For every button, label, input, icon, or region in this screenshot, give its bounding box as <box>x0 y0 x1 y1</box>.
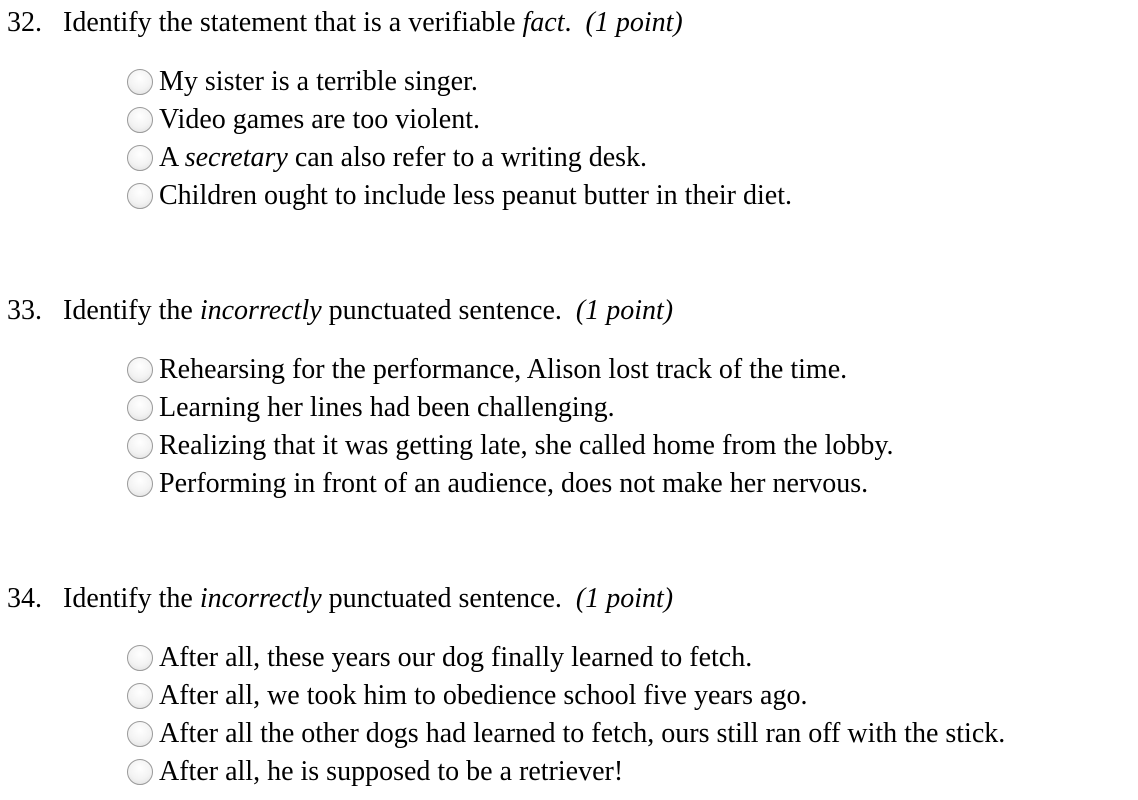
radio-button[interactable] <box>127 107 153 133</box>
answer-option[interactable] <box>127 677 1005 715</box>
question-points: (1 point) <box>575 583 674 614</box>
question-points: (1 point) <box>575 295 674 326</box>
answer-option[interactable] <box>127 139 792 177</box>
radio-button[interactable] <box>127 471 153 497</box>
answer-option-label: Children ought to include less peanut butter in their diet. <box>159 180 792 211</box>
answer-option-label: Video games are too violent. <box>159 104 481 135</box>
question-title <box>7 6 683 40</box>
answer-option-label: Realizing that it was getting late, she called home from the lobby. <box>159 430 894 461</box>
radio-button[interactable] <box>127 721 153 747</box>
answer-option[interactable] <box>127 753 1005 791</box>
question-prompt: Identify the incorrectly punctuated sentence. <box>63 295 562 326</box>
answer-option-label: A secretary can also refer to a writing desk. <box>159 142 648 173</box>
answer-option[interactable] <box>127 389 894 427</box>
answer-option-label: After all, we took him to obedience school five years ago. <box>159 680 808 711</box>
question-number: 33. <box>7 295 42 326</box>
answer-options <box>127 351 894 503</box>
radio-button[interactable] <box>127 645 153 671</box>
radio-button[interactable] <box>127 433 153 459</box>
radio-button[interactable] <box>127 183 153 209</box>
answer-option-label: After all, he is supposed to be a retriever! <box>159 756 624 787</box>
question-number: 34. <box>7 583 42 614</box>
answer-options <box>127 639 1005 791</box>
question-points: (1 point) <box>585 7 683 38</box>
answer-option[interactable] <box>127 177 792 215</box>
question-prompt: Identify the statement that is a verifiable fact. <box>63 7 572 38</box>
answer-option[interactable] <box>127 427 894 465</box>
radio-button[interactable] <box>127 683 153 709</box>
answer-options <box>127 63 792 215</box>
answer-option-label: Learning her lines had been challenging. <box>159 392 615 423</box>
answer-option[interactable] <box>127 465 894 503</box>
answer-option-label: After all the other dogs had learned to fetch, ours still ran off with the stick. <box>159 718 1006 749</box>
answer-option[interactable] <box>127 351 894 389</box>
answer-option[interactable] <box>127 63 792 101</box>
question-title <box>7 582 673 616</box>
question-number: 32. <box>7 7 42 38</box>
radio-button[interactable] <box>127 145 153 171</box>
answer-option[interactable] <box>127 101 792 139</box>
question-title <box>7 294 673 328</box>
radio-button[interactable] <box>127 395 153 421</box>
answer-option-label: Rehearsing for the performance, Alison lost track of the time. <box>159 354 848 385</box>
answer-option-label: Performing in front of an audience, does not make her nervous. <box>159 468 869 499</box>
radio-button[interactable] <box>127 69 153 95</box>
radio-button[interactable] <box>127 357 153 383</box>
radio-button[interactable] <box>127 759 153 785</box>
answer-option-label: My sister is a terrible singer. <box>159 66 478 97</box>
answer-option[interactable] <box>127 715 1005 753</box>
answer-option[interactable] <box>127 639 1005 677</box>
question-prompt: Identify the incorrectly punctuated sentence. <box>63 583 562 614</box>
answer-option-label: After all, these years our dog finally learned to fetch. <box>159 642 753 673</box>
